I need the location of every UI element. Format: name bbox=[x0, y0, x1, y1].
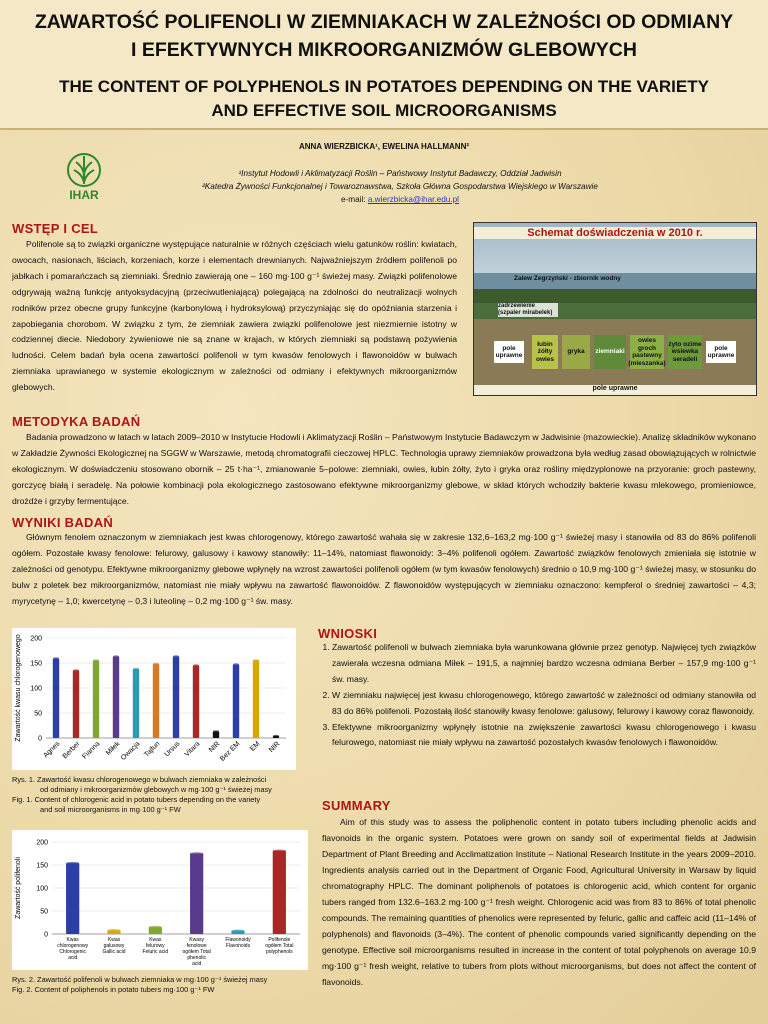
strip-lupin-oat: łubin żółty owies bbox=[532, 335, 558, 369]
y-axis-label: Zawartość kwasu chlorogenowego bbox=[15, 634, 22, 742]
bar bbox=[153, 664, 159, 738]
y-tick-label: 150 bbox=[36, 862, 48, 870]
chart2-svg bbox=[12, 830, 308, 970]
x-tick-label: Kwasy fenolowe ogółem Total phenolic acid bbox=[182, 937, 211, 967]
y-tick-label: 200 bbox=[30, 635, 42, 643]
chart1-panel bbox=[12, 628, 296, 770]
bar bbox=[193, 666, 199, 739]
bar bbox=[73, 671, 79, 739]
chart1-caption bbox=[12, 775, 312, 815]
bar-cap bbox=[153, 663, 159, 666]
trees-label: zadrzewienie (szpaler mirabelek) bbox=[498, 303, 558, 317]
bar-cap bbox=[133, 668, 139, 671]
chart2-caption bbox=[12, 975, 312, 995]
bar bbox=[190, 854, 203, 935]
conclusion-item: 3. Efektywne mikroorganizmy wpłynęły istotnie na zwiększenie zawartości kwasu chlorogenowego i kwasu felurowego, natomiast nie miały wpływu na zawartość pozostałych kwasów fenolowych i flawonoidów. bbox=[332, 720, 756, 752]
bar bbox=[273, 851, 286, 934]
strip-oat-pea: owies groch pastewny (mieszanka) bbox=[630, 335, 664, 369]
bar-cap bbox=[173, 655, 179, 658]
scheme-title: Schemat doświadczenia w 2010 r. bbox=[474, 227, 756, 239]
strip-field-right: pole uprawne bbox=[706, 341, 736, 363]
bar-cap bbox=[107, 929, 120, 932]
logo-text: IHAR bbox=[69, 188, 99, 202]
y-tick-label: 0 bbox=[44, 931, 48, 939]
x-tick-label: Agnes bbox=[42, 740, 62, 760]
x-tick-label: Berber bbox=[61, 740, 82, 761]
intro-paragraph: Polifenole są to związki organiczne występujące naturalnie w różnych częściach wielu gatunków roślin: kwiatach, owocach, nasionach, liściach, korzeniach, korze i elementach drewnianych. Najważniejszym źródłem polifenoli po jabłkach i pomarańczach są ziemniaki. Średnio zawierają one – 160 mg·100 g⁻¹ świeżej masy. Związki polifenolowe odgrywają ważną funkcję antyoksydacyjną (przeciwutleniającą) polegającą na zdolności do neutralizacji wolnych rodników przez obecne grupy funkcyjne (karbonylową i hydroksylową) przyczyniając się do opóźniania starzenia i zapobiegania chorobom. W związku z tym, że ziemniak zawiera związki polifenolowe jest niezmiernie istotny w codziennej diecie. Niedobory żywieniowe nie są znane w krajach, w których ziemniaki są podstawą pożywienia ludności. Celem badań była ocena zawartości polifenoli w tym kwasów fenolowych i flawonoidów w bulwach ziemniaka uprawianego w systemie ekologicznym w zależności od odmiany i efektywnych mikroorganizmów glebowych. bbox=[12, 239, 457, 393]
methods-text bbox=[12, 430, 756, 510]
results-text bbox=[12, 530, 756, 610]
strip-field-left: pole uprawne bbox=[494, 341, 524, 363]
chart1-caption-en2: and soil microorganisms in mg·100 g⁻¹ FW bbox=[40, 805, 181, 814]
bar-cap bbox=[53, 657, 59, 660]
strip-buckwheat: gryka bbox=[562, 335, 590, 369]
x-tick-label: Vitara bbox=[183, 740, 202, 759]
email-line bbox=[140, 194, 660, 206]
y-tick-label: 200 bbox=[36, 839, 48, 847]
x-tick-label: Polifenole ogółem Total polyphenols bbox=[265, 937, 294, 955]
y-tick-label: 0 bbox=[38, 735, 42, 743]
methods-heading: METODYKA BADAŃ bbox=[12, 414, 141, 429]
x-tick-label: Kwas galusowy Gallic acid bbox=[102, 937, 126, 955]
bar bbox=[253, 661, 259, 739]
chart2-caption-en: Fig. 2. Content of poliphenols in potato tubers mg·100 g⁻¹ FW bbox=[12, 985, 215, 994]
x-tick-label: Tajfun bbox=[143, 740, 162, 759]
affiliation-2: ²Katedra Żywności Funkcjonalnej i Towaroznawstwa, Szkoła Główna Gospodarstwa Wiejskiego w Warszawie bbox=[202, 182, 598, 191]
conclusions-list bbox=[318, 640, 756, 751]
bar-cap bbox=[190, 852, 203, 855]
wheat-logo-icon bbox=[62, 152, 106, 202]
conclusion-item: 2. W ziemniaku najwięcej jest kwasu chlorogenowego, którego zawartość w zależności od odmiany stanowiła od 83 do 86% polifenoli. Pozostałą ilość stanowiły kwasy fenolowe: galusowy, felurowy i kawowy coraz flawonoidy. bbox=[332, 688, 756, 720]
bar bbox=[93, 661, 99, 739]
bar bbox=[173, 657, 179, 739]
chart1-caption-pl1: Rys. 1. Zawartość kwasu chlorogenowego w bulwach ziemniaka w zależności bbox=[12, 775, 267, 784]
intro-heading: WSTĘP I CEL bbox=[12, 221, 99, 236]
chart2-panel bbox=[12, 830, 308, 970]
bar-cap bbox=[66, 862, 79, 865]
bar-cap bbox=[213, 730, 219, 733]
y-tick-label: 50 bbox=[40, 908, 48, 916]
bar bbox=[66, 863, 79, 934]
lake-label: Zalew Zegrzyński - zbiornik wodny bbox=[514, 275, 621, 282]
chart1-caption-en1: Fig. 1. Content of chlorogenic acid in potato tubers depending on the variety bbox=[12, 795, 261, 804]
intro-text bbox=[12, 237, 457, 396]
y-tick-label: 100 bbox=[30, 685, 42, 693]
x-tick-label: Flawonoidy Flavonoids bbox=[225, 937, 251, 949]
y-tick-label: 100 bbox=[36, 885, 48, 893]
chart1-caption-pl2: od odmiany i mikroorganizmów glebowych w mg·100 g⁻¹ świeżej masy bbox=[40, 785, 272, 794]
bar bbox=[113, 657, 119, 739]
x-tick-label: Owacja bbox=[119, 740, 142, 762]
bar-cap bbox=[253, 659, 259, 662]
y-tick-label: 150 bbox=[30, 660, 42, 668]
chart2-caption-pl: Rys. 2. Zawartość polifenoli w bulwach ziemniaka w mg·100 g⁻¹ świeżej masy bbox=[12, 975, 268, 984]
results-heading: WYNIKI BADAŃ bbox=[12, 515, 114, 530]
x-tick-label: Kwas felurowy Feluric acid bbox=[142, 937, 169, 955]
bar-cap bbox=[273, 735, 279, 738]
ihar-logo bbox=[62, 152, 106, 202]
title-polish-line2: I EFEKTYWNYCH MIKROORGANIZMÓW GLEBOWYCH bbox=[131, 39, 637, 61]
y-axis-label: Zawartość polifenoli bbox=[15, 857, 22, 919]
bar-cap bbox=[193, 664, 199, 667]
summary-text bbox=[322, 814, 756, 990]
affiliation-1: ¹Instytut Hodowli i Aklimatyzacji Roślin – Państwowy Instytut Badawczy, Oddział Jadwisin bbox=[238, 169, 562, 178]
email-label: e-mail: bbox=[341, 195, 368, 204]
title-english-line2: AND EFFECTIVE SOIL MICROORGANISMS bbox=[211, 101, 557, 120]
x-tick-label: Ursus bbox=[163, 740, 182, 759]
chart1-svg bbox=[12, 628, 296, 770]
x-tick-label: Fianna bbox=[81, 740, 102, 761]
x-tick-label: NIR bbox=[207, 740, 222, 754]
bar bbox=[133, 669, 139, 738]
y-tick-label: 50 bbox=[34, 710, 42, 718]
bar-cap bbox=[273, 849, 286, 852]
authors: ANNA WIERZBICKA¹, EWELINA HALLMANN² bbox=[298, 142, 470, 151]
experiment-scheme bbox=[473, 222, 757, 396]
bar bbox=[233, 665, 239, 739]
conclusions-heading: WNIOSKI bbox=[318, 626, 378, 641]
title-english-line1: THE CONTENT OF POLYPHENOLS IN POTATOES DEPENDING ON THE VARIETY bbox=[59, 77, 709, 96]
x-tick-label: NIR bbox=[267, 740, 282, 754]
title-banner bbox=[0, 0, 768, 130]
bar bbox=[53, 659, 59, 739]
x-tick-label: EM bbox=[249, 740, 262, 753]
trees-band bbox=[474, 289, 756, 303]
scheme-bottom-label: pole uprawne bbox=[474, 385, 756, 396]
strip-potatoes: ziemniaki bbox=[594, 335, 626, 369]
x-tick-label: Kwas chlorogenowy Chlorogenic acid bbox=[57, 937, 89, 961]
bar-cap bbox=[113, 655, 119, 658]
bar-cap bbox=[93, 659, 99, 662]
bar-cap bbox=[231, 929, 244, 932]
bar-cap bbox=[233, 663, 239, 666]
conclusion-item: 1. Zawartość polifenoli w bulwach ziemniaka była warunkowana głównie przez genotyp. Najwięcej tych związków zawierała wczesna odmiana Miłek – 191,5, a najmniej bardzo wczesna odmiana Berber – 157,9 mg·100 g⁻¹ św. masy. bbox=[332, 640, 756, 688]
bar-cap bbox=[73, 669, 79, 672]
title-polish-line1: ZAWARTOŚĆ POLIFENOLI W ZIEMNIAKACH W ZALEŻNOŚCI OD ODMIANY bbox=[34, 11, 734, 33]
strip-rye: żyto ozime wsiewka seradeli bbox=[668, 335, 702, 369]
methods-paragraph: Badania prowadzono w latach w latach 2009–2010 w Instytucie Hodowli i Aklimatyzacji Roślin – Państwowym Instytucie Badawczym w Jadwisinie (mazowieckie). Analizę składników wykonano w Zakładzie Żywności Ekologicznej na SGGW w Warszawie, metodą chromatografii cieczowej HPLC. Technologia uprawy ziemniaków prowadzona była według zasad obowiązujących w rolnictwie ekologicznym. W doświadczeniu stosowano obornik – 25 t·ha⁻¹, zmianowanie 5–polowe: ziemniaki, owies, łubin żółty, żyto i gryka oraz rośliny międzyplonowe na przyoranie: groch pastewny, gorczycę białą i seradelę. Na połowie kombinacji pola ekologicznego zastosowano efektywne mikroorganizmy glebowe, w skład których wchodziły bakterie kwasu mlekowego, promieniowce, drożdże i grzyby fermentujące. bbox=[12, 432, 756, 506]
x-tick-label: Bez EM bbox=[219, 740, 242, 763]
x-tick-label: Miłek bbox=[104, 740, 122, 757]
bar-cap bbox=[149, 926, 162, 929]
results-paragraph: Głównym fenolem oznaczonym w ziemniakach jest kwas chlorogenowy, którego zawartość wahała się w zakresie 132,6–163,2 mg·100 g⁻¹ świeżej masy i stanowiła od 83 do 86% polifenoli ogółem. Pozostałe kwasy fenolowe: felurowy, galusowy i kawowy stanowiły: 11–14%, natomiast flawonoidy: 3–4% polifenoli ogółem. Zawartość związków fenolowych zmieniała się istotnie w zależności od genotypu. Efektywne mikroorganizmy glebowe wpłynęły na wzrost zawartości polifenoli ogółem (w tym kwasów fenolowych) średnio o 10,9 mg·100 g⁻¹ świeżej masy, w stosunku do bulw z poletek bez mikroorganizmów, natomiast nie miały wpływu na zawartość flawonoidów. Z flawonoidów występujących w ziemniaku oznaczono: kempferol o średniej zawartości – 4,3; myrycetynę – 1,0; kwercetynę – 0,3 i luteolinę – 0,2 mg·100 g⁻¹ św. masy. bbox=[12, 532, 756, 606]
email-link[interactable]: a.wierzbicka@ihar.edu.pl bbox=[367, 195, 459, 204]
summary-heading: SUMMARY bbox=[322, 798, 391, 813]
summary-paragraph: Aim of this study was to assess the poliphenolic content in potato tubers including phenolic acids and flavonoids in the organic system. Potatoes were grown on sandy soil of experimental fields at Jadwisin Department of Plant Breeding and Acclimatization Institute – National Research Institute in the years 2009–2010. Ingredients analysis carried out in the Department of Organic Food, Agricultural University in Warsaw by liquid chromatography HPLC. The dominant poliphenols of potatoes is chlorogenic acid, which content for organic tubers ranged from 132.6–163.2 mg·100 g⁻¹ fresh weight. Chlorogenic acid was from 83 to 86% of total phenolic compounds. The remaining quantities of phenolics were represented by feluric, gallic and caffeic acid (11–14% of polyphenols) and flavonoids (3–4%). The content of phenolic compounds varied significantly depending on the genotype. Effective soil microorganisms resulted in increase in the content of total polyphenols on average 10.9 mg·100 g⁻¹ fresh weight, relative to tubers from plots without microorganisms, but does not affect the content of flavonoids. bbox=[322, 817, 756, 987]
